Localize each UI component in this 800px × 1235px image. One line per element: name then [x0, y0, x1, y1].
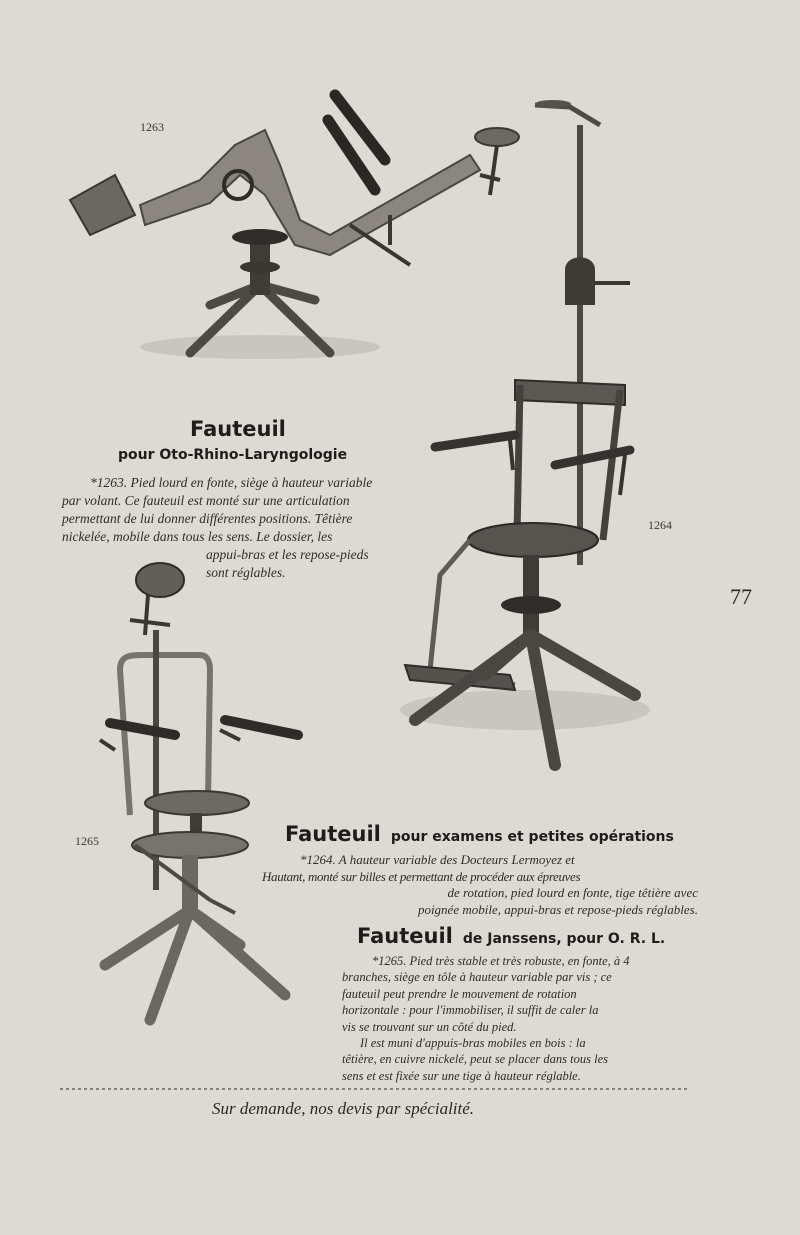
section1-subtitle: pour Oto-Rhino-Laryngologie: [118, 447, 348, 463]
section3-description: [342, 953, 698, 1084]
section3-line: *1265. Pied très stable et très robuste, en fonte, à 4: [372, 954, 630, 968]
section1-line: sont réglables.: [206, 565, 286, 580]
section2-heading: [285, 822, 674, 846]
section3-line: Il est muni d'appuis-bras mobiles en bois : la: [360, 1036, 586, 1051]
janssens-chair-illustration: [90, 555, 315, 1030]
section3-line: têtière, en cuivre nickelé, peut se placer dans tous les: [342, 1052, 608, 1067]
section1-line: *1263. Pied lourd en fonte, siège à hauteur variable: [90, 475, 373, 490]
section2-line: de rotation, pied lourd en fonte, tige têtière avec: [447, 885, 698, 900]
section1-line: nickelée, mobile dans tous les sens. Le dossier, les: [62, 529, 333, 544]
figure-number-1264: 1264: [648, 518, 672, 532]
section2-line: poignée mobile, appui-bras et repose-pieds réglables.: [417, 901, 698, 917]
section3-title-rest: de Janssens, pour O. R. L.: [462, 931, 666, 947]
section3-line: branches, siège en tôle à hauteur variable par vis ; ce: [342, 970, 612, 985]
section3-title: Fauteuil: [357, 924, 453, 948]
section3-line: horizontale : pour l'immobiliser, il suffit de caler la: [342, 1003, 599, 1018]
section2-title-rest: pour examens et petites opérations: [390, 829, 674, 845]
section1-description: [62, 474, 414, 582]
examination-chair-illustration: [395, 95, 655, 780]
section1-line: par volant. Ce fauteuil est monté sur une articulation: [62, 493, 350, 508]
section1-title: Fauteuil: [190, 417, 286, 441]
section3-line: sens et est fixée sur une tige à hauteur réglable.: [342, 1068, 581, 1083]
section3-line: fauteuil peut prendre le mouvement de rotation: [342, 986, 577, 1001]
section2-description: [262, 852, 698, 918]
figure-number-1265: 1265: [75, 834, 99, 848]
decorative-divider: [60, 1088, 690, 1090]
figure-number-1263: 1263: [140, 120, 164, 134]
section1-line: permettant de lui donner différentes positions. Têtière: [62, 511, 353, 526]
footer-note: Sur demande, nos devis par spécialité.: [212, 1099, 475, 1118]
section2-line: Hautant, monté sur billes et permettant de procéder aux épreuves: [262, 868, 581, 884]
section3-line: vis se trouvant sur un côté du pied.: [342, 1019, 517, 1034]
section2-line: *1264. A hauteur variable des Docteurs Lermoyez et: [300, 852, 575, 867]
section1-line: appui-bras et les repose-pieds: [206, 547, 369, 562]
page-number: 77: [730, 584, 752, 609]
section2-title: Fauteuil: [285, 822, 381, 846]
section3-heading: [357, 924, 665, 948]
